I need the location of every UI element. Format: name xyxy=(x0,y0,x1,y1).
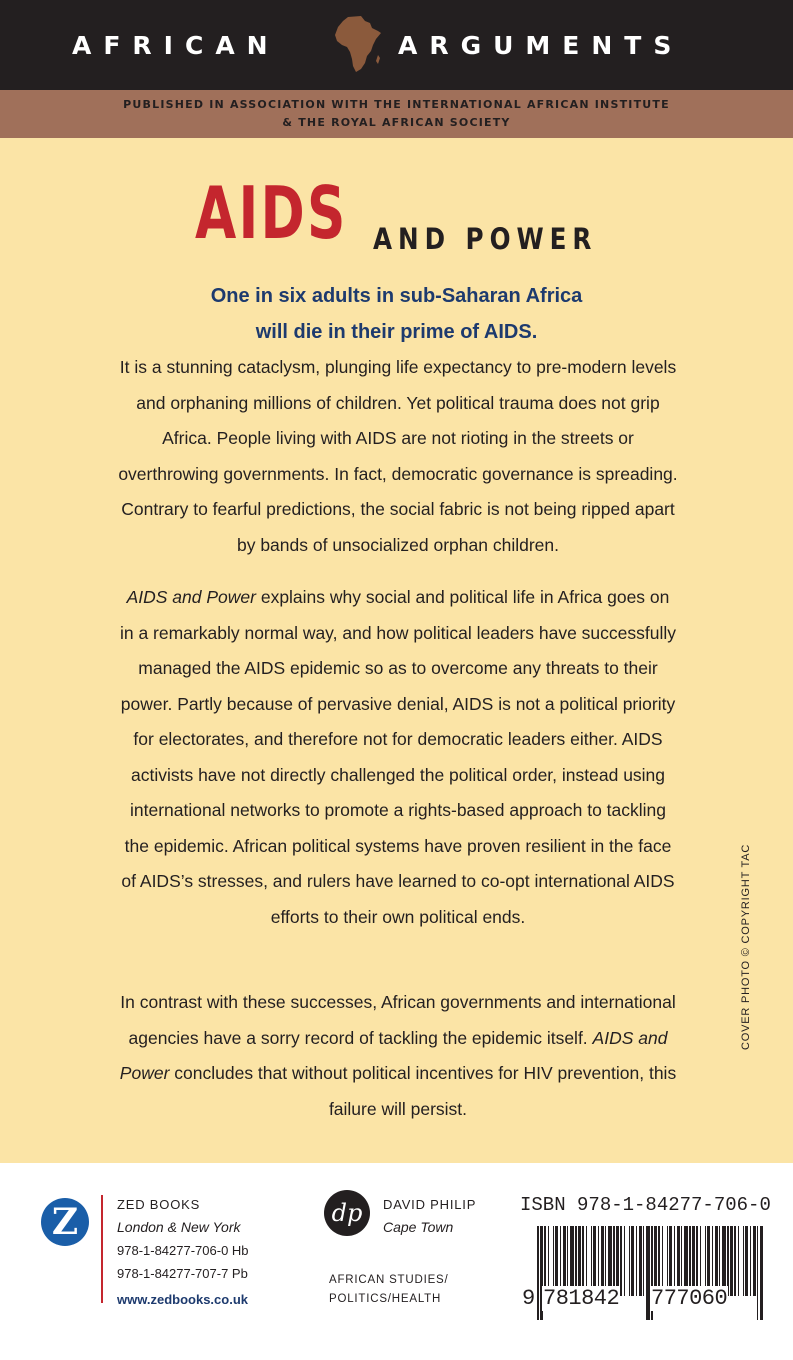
book-title-sub: AND POWER xyxy=(373,222,598,256)
lead-line-2: will die in their prime of AIDS. xyxy=(255,321,538,343)
isbn-paperback: 978-1-84277-707-7 Pb xyxy=(117,1266,248,1281)
publisher-divider xyxy=(101,1195,103,1303)
barcode-bar xyxy=(639,1226,642,1296)
association-line-2: & THE ROYAL AFRICAN SOCIETY xyxy=(282,116,511,129)
barcode-bar xyxy=(734,1226,736,1296)
david-philip-name: DAVID PHILIP xyxy=(383,1197,477,1212)
subject-category-line-2: POLITICS/HEALTH xyxy=(329,1293,442,1305)
blurb-paragraph-1: It is a stunning cataclysm, plunging life expectancy to pre-modern levels and orphaning millions of children. Yet political trauma does not grip Africa. People living with AIDS are not rioting in the streets or overthrowing governments. In fact, democratic governance is spreading. Contrary to fearful predictions, the social fabric is not being ripped apart by bands of unsocialized orphan children. xyxy=(118,357,678,555)
lead-line-1: One in six adults in sub-Saharan Africa xyxy=(210,285,583,307)
barcode-digit-first: 9 xyxy=(522,1286,536,1311)
isbn-hardback: 978-1-84277-706-0 Hb xyxy=(117,1243,249,1258)
barcode-bar xyxy=(760,1226,763,1320)
series-name-right: ARGUMENTS xyxy=(398,31,684,60)
isbn-label: ISBN 978-1-84277-706-0 xyxy=(520,1194,771,1216)
barcode-bar xyxy=(750,1226,751,1296)
barcode-bar xyxy=(620,1226,622,1296)
publisher-website-link[interactable]: www.zedbooks.co.uk xyxy=(117,1292,248,1307)
barcode-bar xyxy=(743,1226,744,1296)
blurb-paragraph-3-start: In contrast with these successes, African governments and international agencies have a sorry record of tackling the epidemic itself. xyxy=(120,992,676,1048)
africa-map-icon xyxy=(334,14,382,76)
david-philip-logo: dp xyxy=(324,1190,370,1236)
barcode-bar xyxy=(730,1226,733,1296)
barcode-bar xyxy=(643,1226,644,1296)
barcode-digit-group-1: 781842 xyxy=(543,1286,620,1311)
book-title-main: AIDS xyxy=(195,171,348,255)
blurb-paragraph-2 xyxy=(118,580,678,935)
barcode-bar xyxy=(624,1226,625,1296)
barcode-bar xyxy=(753,1226,756,1296)
barcode-digit-group-2: 777060 xyxy=(651,1286,728,1311)
zed-publisher-place: London & New York xyxy=(117,1219,241,1235)
barcode-bar xyxy=(631,1226,634,1296)
series-name-left: AFRICAN xyxy=(72,31,280,60)
barcode-bar xyxy=(757,1226,758,1320)
barcode-bar xyxy=(629,1226,630,1296)
book-title-italic: AIDS and Power xyxy=(126,587,256,607)
association-line-1: PUBLISHED IN ASSOCIATION WITH THE INTERNATIONAL AFRICAN INSTITUTE xyxy=(123,98,670,111)
book-title-italic: AIDS and Power xyxy=(119,1027,668,1083)
zed-books-logo: Z xyxy=(41,1198,89,1246)
subject-category-line-1: AFRICAN STUDIES/ xyxy=(329,1274,449,1286)
barcode-bar xyxy=(745,1226,748,1296)
barcode-bar xyxy=(537,1226,539,1320)
david-philip-place: Cape Town xyxy=(383,1219,454,1235)
barcode-bar xyxy=(636,1226,637,1296)
blurb-paragraph-3-text: concludes that without political incentives for HIV prevention, this failure will persist. xyxy=(169,1063,677,1119)
blurb-paragraph-2-text: explains why social and political life in Africa goes on in a remarkably normal way, and how political leaders have successfully managed the AIDS epidemic so as to overcome any threats to their power. Partly because of pervasive denial, AIDS is not a political priority for electorates, and therefore not for democratic leaders either. AIDS activists have not directly challenged the political order, instead using international networks to promote a rights-based approach to tackling the epidemic. African political systems have proven resilient in the face of AIDS’s stresses, and rulers have learned to co-opt international AIDS efforts to their own political ends. xyxy=(119,587,677,927)
blurb-paragraph-3 xyxy=(118,985,678,1127)
barcode-bar xyxy=(738,1226,739,1296)
zed-publisher-name: ZED BOOKS xyxy=(117,1197,201,1212)
cover-photo-credit: COVER PHOTO © COPYRIGHT TAC xyxy=(740,843,752,1050)
